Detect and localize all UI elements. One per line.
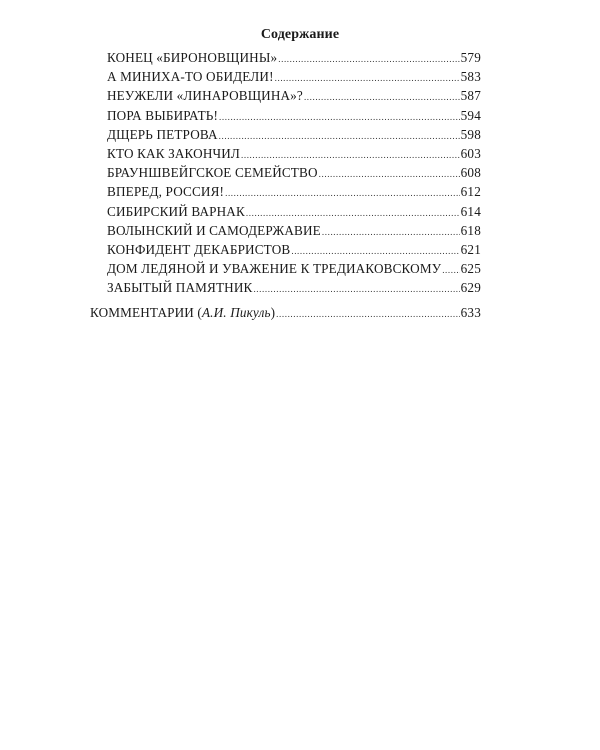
toc-entry xyxy=(107,182,481,201)
toc-dot-leader xyxy=(276,305,459,324)
toc-entry-page: 614 xyxy=(460,203,481,219)
toc-entry-page: 618 xyxy=(460,222,481,238)
toc-entry xyxy=(107,125,481,144)
toc-entry xyxy=(107,240,481,259)
toc-entry-title: А МИНИХА-ТО ОБИДЕЛИ! xyxy=(107,69,274,85)
toc-entry xyxy=(107,67,481,86)
toc-dot-leader xyxy=(219,108,460,127)
toc-list xyxy=(107,48,481,297)
toc-entry xyxy=(107,202,481,221)
toc-entry-page: 621 xyxy=(460,241,481,257)
toc-entry-page: 603 xyxy=(460,145,481,161)
toc-entry xyxy=(107,163,481,182)
toc-entry-title: КОНЕЦ «БИРОНОВЩИНЫ» xyxy=(107,50,278,65)
toc-entry-title: ДЩЕРЬ ПЕТРОВА xyxy=(107,126,218,142)
toc-entry-page: 583 xyxy=(460,69,481,85)
toc-entry-title: КОНФИДЕНТ ДЕКАБРИСТОВ xyxy=(107,241,291,257)
toc-entry-title: ВОЛЫНСКИЙ И САМОДЕРЖАВИЕ xyxy=(107,222,321,238)
toc-entry-title: НЕУЖЕЛИ «ЛИНАРОВЩИНА»? xyxy=(107,88,303,104)
toc-commentary-title xyxy=(90,303,275,322)
toc-dot-leader xyxy=(442,261,459,280)
toc-dot-leader xyxy=(278,50,459,69)
toc-entry xyxy=(107,259,481,278)
toc-entry-page: 629 xyxy=(460,280,481,296)
toc-commentary-author: А.И. Пикуль xyxy=(201,305,271,320)
toc-entry-page: 587 xyxy=(460,88,481,104)
toc-entry-title: СИБИРСКИЙ ВАРНАК xyxy=(107,203,245,219)
toc-entry-page: 598 xyxy=(460,126,481,142)
toc-entry xyxy=(107,48,481,67)
toc-entry-page: 612 xyxy=(460,184,481,200)
toc-heading: Содержание xyxy=(260,27,340,42)
toc-entry-commentary xyxy=(90,303,481,322)
toc-dot-leader xyxy=(225,184,460,203)
toc-entry-title: БРАУНШВЕЙГСКОЕ СЕМЕЙСТВО xyxy=(107,165,318,181)
toc-dot-leader xyxy=(319,165,460,184)
toc-entry-page: 633 xyxy=(460,305,481,320)
toc-entry-title: ВПЕРЕД, РОССИЯ! xyxy=(107,184,225,200)
toc-dot-leader xyxy=(304,88,460,107)
toc-dot-leader xyxy=(219,127,460,146)
toc-entry xyxy=(107,86,481,105)
toc-entry-page: 625 xyxy=(460,261,481,277)
toc-commentary-close: ) xyxy=(270,305,276,320)
toc-entry-page: 608 xyxy=(460,165,481,181)
toc-entry-page: 594 xyxy=(460,107,481,123)
toc-entry-title: КТО КАК ЗАКОНЧИЛ xyxy=(107,145,240,161)
toc-entry xyxy=(107,144,481,163)
toc-entry xyxy=(107,278,481,297)
toc-entry xyxy=(107,221,481,240)
toc-entry-title: ПОРА ВЫБИРАТЬ! xyxy=(107,107,219,123)
toc-entry-title: ДОМ ЛЕДЯНОЙ И УВАЖЕНИЕ К ТРЕДИАКОВСКОМУ xyxy=(107,261,442,277)
toc-entry xyxy=(107,106,481,125)
toc-entry-page: 579 xyxy=(460,50,481,65)
toc-dot-leader xyxy=(322,223,460,242)
toc-commentary-label: КОММЕНТАРИИ ( xyxy=(90,305,202,320)
toc-dot-leader xyxy=(253,280,459,299)
toc-entry-title: ЗАБЫТЫЙ ПАМЯТНИК xyxy=(107,280,253,296)
